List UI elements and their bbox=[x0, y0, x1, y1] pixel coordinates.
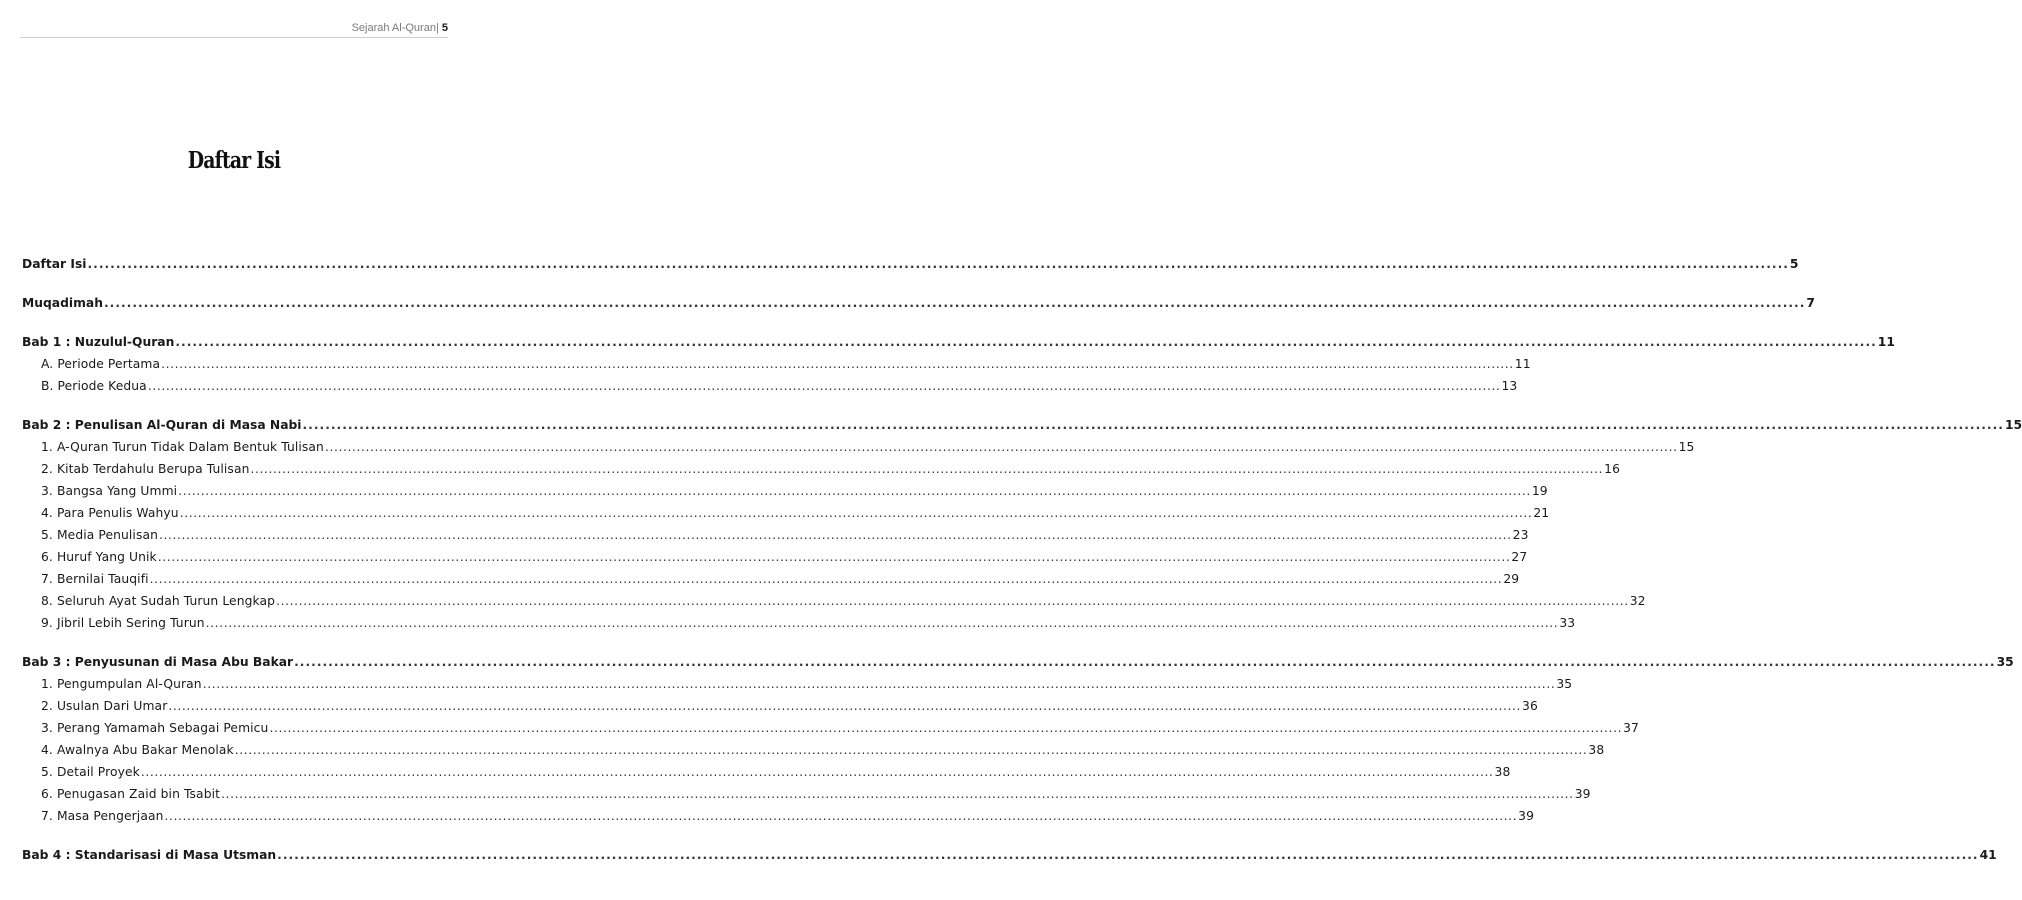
toc-dot-leader: ............................................................................................................................................................................................................................................................................................................ bbox=[178, 484, 1531, 498]
toc-entry-page-number: 39 bbox=[1574, 787, 1591, 801]
toc-entry-label: B. Periode Kedua bbox=[41, 379, 147, 393]
toc-dot-leader: ............................................................................................................................................................................................................................................................................................................ bbox=[157, 550, 1511, 564]
toc-entry-label: 3. Perang Yamamah Sebagai Pemicu bbox=[41, 721, 269, 735]
toc-dot-leader: ............................................................................................................................................................................................................................................................................................................ bbox=[324, 440, 1678, 454]
toc-subsection-entry[interactable] bbox=[22, 524, 1529, 546]
toc-entry-page-number: 41 bbox=[1979, 848, 1997, 862]
toc-entry-label: 9. Jibril Lebih Sering Turun bbox=[41, 616, 205, 630]
toc-entry-page-number: 5 bbox=[1789, 257, 1799, 271]
toc-dot-leader: ............................................................................................................................................................................................................................................................................................................ bbox=[277, 848, 1979, 862]
toc-entry-page-number: 33 bbox=[1559, 616, 1576, 630]
toc-chapter-entry[interactable] bbox=[22, 651, 2014, 673]
toc-entry-page-number: 37 bbox=[1623, 721, 1639, 735]
toc-entry-label: Bab 1 : Nuzulul-Quran bbox=[22, 335, 175, 349]
toc-chapter-entry[interactable] bbox=[22, 253, 1799, 275]
toc-entry-label: 1. Pengumpulan Al-Quran bbox=[41, 677, 202, 691]
toc-subsection-entry[interactable] bbox=[22, 502, 1550, 524]
toc-subsection-entry[interactable] bbox=[22, 458, 1620, 480]
toc-dot-leader: ............................................................................................................................................................................................................................................................................................................ bbox=[103, 296, 1806, 310]
toc-dot-leader: ............................................................................................................................................................................................................................................................................................................ bbox=[161, 357, 1514, 371]
toc-entry-label: Bab 2 : Penulisan Al-Quran di Masa Nabi bbox=[22, 418, 302, 432]
toc-entry-label: A. Periode Pertama bbox=[41, 357, 161, 371]
toc-entry-label: 2. Usulan Dari Umar bbox=[41, 699, 168, 713]
header-page-number: 5 bbox=[441, 22, 448, 34]
toc-dot-leader: ............................................................................................................................................................................................................................................................................................................ bbox=[302, 418, 2004, 432]
toc-entry-page-number: 38 bbox=[1588, 743, 1605, 757]
toc-dot-leader: ............................................................................................................................................................................................................................................................................................................ bbox=[149, 572, 1503, 586]
toc-chapter-entry[interactable] bbox=[22, 331, 1895, 353]
toc-entry-label: 7. Masa Pengerjaan bbox=[41, 809, 164, 823]
toc-entry-label: 5. Media Penulisan bbox=[41, 528, 158, 542]
toc-entry-page-number: 29 bbox=[1503, 572, 1520, 586]
toc-entry-page-number: 32 bbox=[1629, 594, 1646, 608]
toc-entry-label: 8. Seluruh Ayat Sudah Turun Lengkap bbox=[41, 594, 276, 608]
toc-dot-leader: ............................................................................................................................................................................................................................................................................................................ bbox=[205, 616, 1559, 630]
toc-entry-page-number: 21 bbox=[1533, 506, 1550, 520]
toc-entry-page-number: 36 bbox=[1522, 699, 1538, 713]
toc-subsection-entry[interactable] bbox=[22, 375, 1518, 397]
toc-group bbox=[22, 331, 1895, 397]
toc-dot-leader: ............................................................................................................................................................................................................................................................................................................ bbox=[158, 528, 1512, 542]
toc-entry-label: 2. Kitab Terdahulu Berupa Tulisan bbox=[41, 462, 250, 476]
toc-dot-leader: ............................................................................................................................................................................................................................................................................................................ bbox=[294, 655, 1996, 669]
toc-entry-label: 6. Penugasan Zaid bin Tsabit bbox=[41, 787, 221, 801]
toc-entry-label: 3. Bangsa Yang Ummi bbox=[41, 484, 178, 498]
toc-entry-page-number: 15 bbox=[1678, 440, 1695, 454]
toc-dot-leader: ............................................................................................................................................................................................................................................................................................................ bbox=[147, 379, 1501, 393]
toc-dot-leader: ............................................................................................................................................................................................................................................................................................................ bbox=[250, 462, 1604, 476]
toc-group bbox=[22, 844, 1997, 866]
toc-subsection-entry[interactable] bbox=[22, 353, 1531, 375]
toc-entry-page-number: 39 bbox=[1518, 809, 1534, 823]
toc-entry-label: Muqadimah bbox=[22, 296, 103, 310]
toc-subsection-entry[interactable] bbox=[22, 568, 1520, 590]
toc-dot-leader: ............................................................................................................................................................................................................................................................................................................ bbox=[202, 677, 1556, 691]
toc-entry-label: 4. Para Penulis Wahyu bbox=[41, 506, 179, 520]
toc-group bbox=[22, 292, 1815, 314]
toc-dot-leader: ............................................................................................................................................................................................................................................................................................................ bbox=[269, 721, 1623, 735]
toc-entry-page-number: 35 bbox=[1556, 677, 1573, 691]
toc-entry-page-number: 27 bbox=[1511, 550, 1528, 564]
toc-entry-page-number: 23 bbox=[1512, 528, 1529, 542]
toc-dot-leader: ............................................................................................................................................................................................................................................................................................................ bbox=[234, 743, 1588, 757]
toc-dot-leader: ............................................................................................................................................................................................................................................................................................................ bbox=[175, 335, 1877, 349]
toc-group bbox=[22, 651, 2014, 827]
book-title: Sejarah Al-Quran bbox=[351, 22, 436, 34]
toc-entry-page-number: 11 bbox=[1877, 335, 1895, 349]
toc-subsection-entry[interactable] bbox=[22, 717, 1639, 739]
toc-dot-leader: ............................................................................................................................................................................................................................................................................................................ bbox=[164, 809, 1518, 823]
toc-group bbox=[22, 414, 2022, 634]
page-title: Daftar Isi bbox=[187, 147, 281, 174]
toc-entry-page-number: 15 bbox=[2004, 418, 2022, 432]
toc-dot-leader: ............................................................................................................................................................................................................................................................................................................ bbox=[179, 506, 1533, 520]
running-header bbox=[20, 22, 448, 38]
toc-subsection-entry[interactable] bbox=[22, 480, 1548, 502]
toc-dot-leader: ............................................................................................................................................................................................................................................................................................................ bbox=[87, 257, 1789, 271]
toc-entry-label: 7. Bernilai Tauqifi bbox=[41, 572, 149, 586]
toc-entry-page-number: 13 bbox=[1501, 379, 1518, 393]
toc-entry-page-number: 35 bbox=[1996, 655, 2014, 669]
toc-entry-label: 1. A-Quran Turun Tidak Dalam Bentuk Tulisan bbox=[41, 440, 324, 454]
toc-subsection-entry[interactable] bbox=[22, 739, 1605, 761]
toc-entry-label: Bab 4 : Standarisasi di Masa Utsman bbox=[22, 848, 277, 862]
toc-subsection-entry[interactable] bbox=[22, 436, 1695, 458]
toc-dot-leader: ............................................................................................................................................................................................................................................................................................................ bbox=[276, 594, 1629, 608]
toc-entry-page-number: 19 bbox=[1531, 484, 1548, 498]
toc-subsection-entry[interactable] bbox=[22, 805, 1534, 827]
toc-entry-label: Daftar Isi bbox=[22, 257, 87, 271]
toc-subsection-entry[interactable] bbox=[22, 783, 1591, 805]
toc-dot-leader: ............................................................................................................................................................................................................................................................................................................ bbox=[140, 765, 1494, 779]
toc-subsection-entry[interactable] bbox=[22, 590, 1646, 612]
toc-group bbox=[22, 253, 1799, 275]
toc-entry-label: Bab 3 : Penyusunan di Masa Abu Bakar bbox=[22, 655, 294, 669]
toc-dot-leader: ............................................................................................................................................................................................................................................................................................................ bbox=[221, 787, 1574, 801]
toc-subsection-entry[interactable] bbox=[22, 673, 1573, 695]
toc-chapter-entry[interactable] bbox=[22, 844, 1997, 866]
toc-subsection-entry[interactable] bbox=[22, 546, 1528, 568]
toc-dot-leader: ............................................................................................................................................................................................................................................................................................................ bbox=[168, 699, 1522, 713]
toc-chapter-entry[interactable] bbox=[22, 292, 1815, 314]
toc-entry-label: 5. Detail Proyek bbox=[41, 765, 140, 779]
toc-entry-page-number: 16 bbox=[1604, 462, 1620, 476]
toc-subsection-entry[interactable] bbox=[22, 761, 1511, 783]
header-separator: | bbox=[435, 22, 439, 34]
toc-entry-page-number: 38 bbox=[1494, 765, 1511, 779]
toc-entry-page-number: 7 bbox=[1806, 296, 1815, 310]
table-of-contents bbox=[22, 253, 2022, 883]
toc-chapter-entry[interactable] bbox=[22, 414, 2022, 436]
toc-subsection-entry[interactable] bbox=[22, 695, 1538, 717]
toc-entry-page-number: 11 bbox=[1514, 357, 1531, 371]
toc-entry-label: 4. Awalnya Abu Bakar Menolak bbox=[41, 743, 234, 757]
toc-subsection-entry[interactable] bbox=[22, 612, 1576, 634]
toc-entry-label: 6. Huruf Yang Unik bbox=[41, 550, 157, 564]
